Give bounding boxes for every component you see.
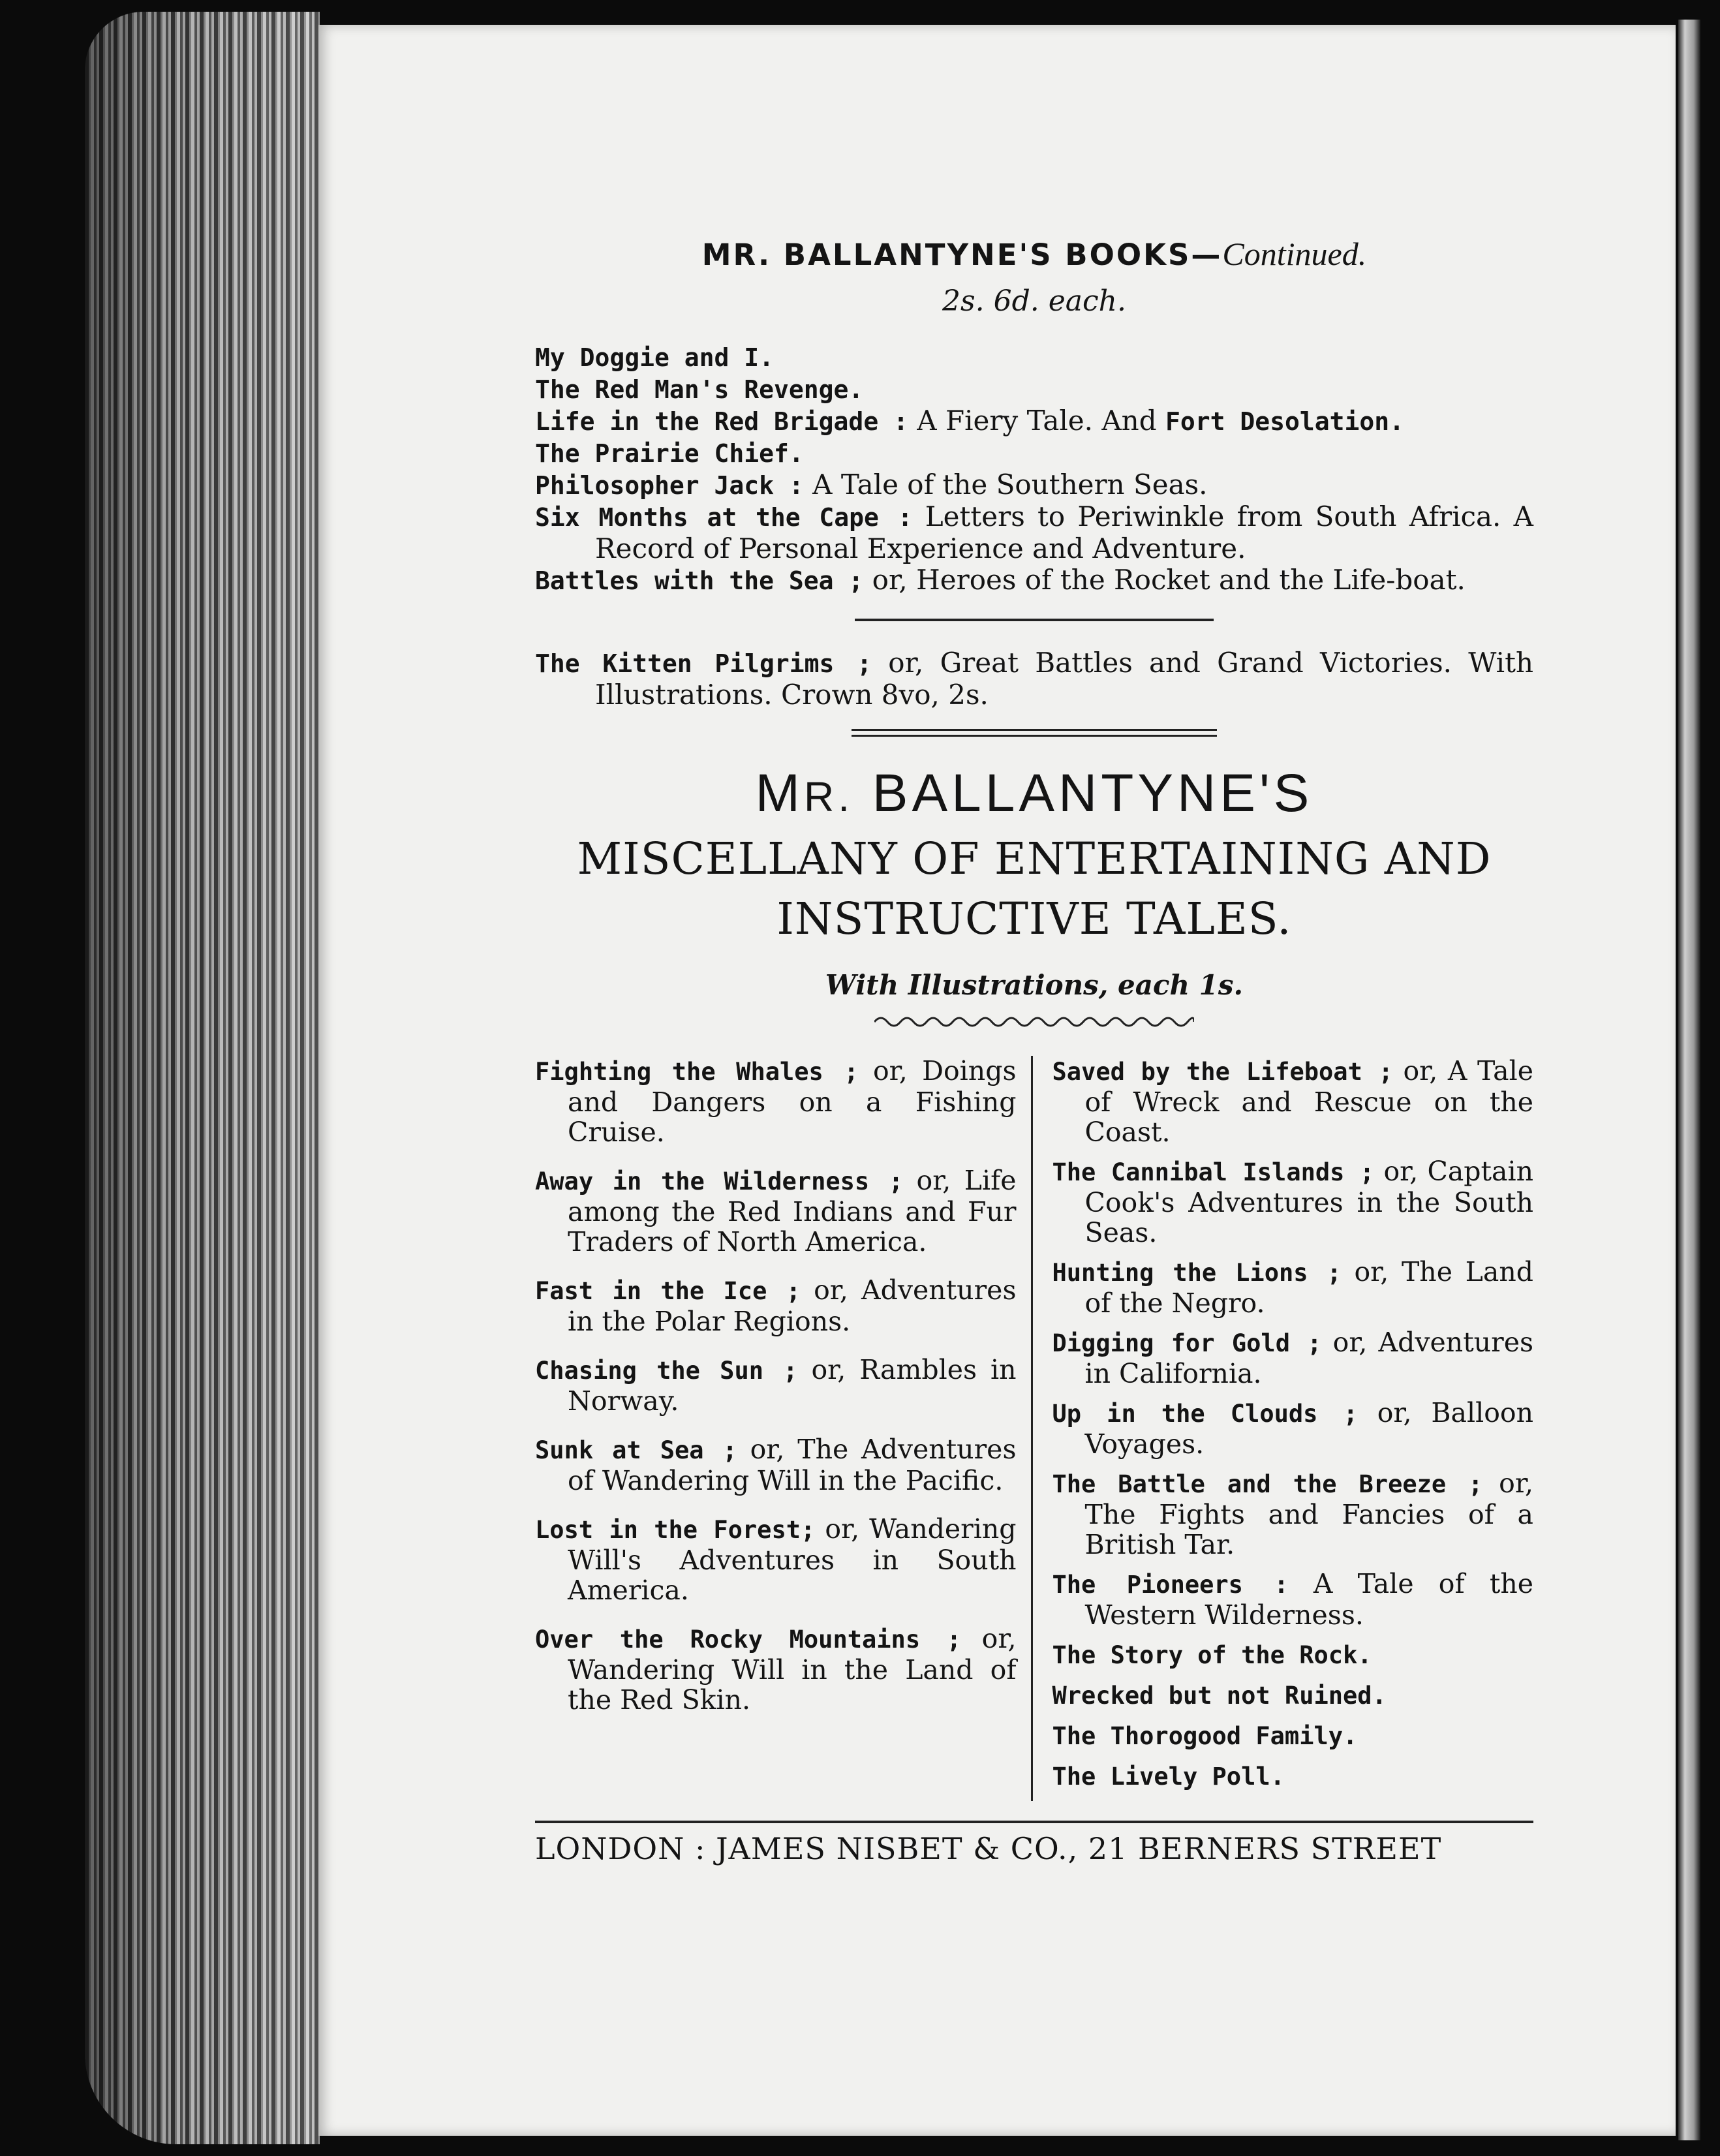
list-item: Lost in the Forest; or, Wandering Will's Adventures in South America. (535, 1513, 1017, 1606)
list-item: The Story of the Rock. (1052, 1641, 1372, 1669)
miscellany-author: MR. BALLANTYNE'S (755, 763, 1313, 823)
left-column (535, 1056, 1033, 1801)
list-item: Saved by the Lifeboat ; or, A Tale of Wreck and Rescue on the Coast. (1052, 1055, 1533, 1148)
list-item: Philosopher Jack : A Tale of the Southern Seas. (535, 469, 1208, 501)
page-header (535, 235, 1533, 273)
header-title: MR. BALLANTYNE'S BOOKS— (701, 238, 1223, 272)
double-divider-rule (852, 729, 1217, 737)
divider-rule (855, 619, 1214, 621)
list-item: Up in the Clouds ; or, Balloon Voyages. (1052, 1397, 1534, 1460)
tales-columns (535, 1056, 1533, 1801)
list-item: Chasing the Sun ; or, Rambles in Norway. (535, 1354, 1017, 1417)
list-item: Sunk at Sea ; or, The Adventures of Wandering Will in the Pacific. (535, 1434, 1017, 1496)
page-content (535, 235, 1533, 1866)
top-book-list (535, 341, 1533, 596)
list-item: Six Months at the Cape : Letters to Periwinkle from South Africa. A Record of Personal Experience and Adventure. (535, 501, 1533, 564)
publisher-footer: LONDON : JAMES NISBET & CO., 21 BERNERS STREET (535, 1821, 1533, 1866)
facing-page-edge (1678, 20, 1700, 2140)
list-item: Fast in the Ice ; or, Adventures in the Polar Regions. (535, 1274, 1017, 1337)
list-item: Wrecked but not Ruined. (1052, 1682, 1387, 1710)
list-item: The Lively Poll. (1052, 1763, 1285, 1791)
list-item: Life in the Red Brigade : A Fiery Tale. And Fort Desolation. (535, 405, 1405, 437)
list-item: The Prairie Chief. (535, 439, 804, 468)
list-item: The Red Man's Revenge. (535, 375, 864, 404)
list-item: Over the Rocky Mountains ; or, Wandering Will in the Land of the Red Skin. (535, 1623, 1017, 1716)
kitten-pilgrims-entry: The Kitten Pilgrims ; or, Great Battles and Grand Victories. With Illustrations. Crown 8vo, 2s. (535, 647, 1533, 711)
miscellany-title-line1: MISCELLANY OF ENTERTAINING AND (577, 833, 1492, 884)
list-item: The Cannibal Islands ; or, Captain Cook's Adventures in the South Seas. (1052, 1156, 1533, 1248)
list-item: Digging for Gold ; or, Adventures in California. (1052, 1327, 1533, 1389)
book-page-edges (85, 12, 320, 2144)
list-item: Away in the Wilderness ; or, Life among the Red Indians and Fur Traders of North America. (535, 1165, 1017, 1257)
list-item: Fighting the Whales ; or, Doings and Dangers on a Fishing Cruise. (535, 1055, 1017, 1148)
right-column (1033, 1056, 1534, 1801)
list-item: My Doggie and I. (535, 343, 775, 372)
list-item: The Battle and the Breeze ; or, The Fights and Fancies of a British Tar. (1052, 1468, 1533, 1560)
price-line: 2s. 6d. each. (942, 285, 1126, 318)
miscellany-title-line2: INSTRUCTIVE TALES. (776, 893, 1292, 944)
miscellany-subtitle: With Illustrations, each 1s. (825, 969, 1244, 1001)
wavy-ornament (874, 1014, 1194, 1030)
header-continued: Continued. (1222, 236, 1367, 272)
list-item: Hunting the Lions ; or, The Land of the Negro. (1052, 1256, 1533, 1319)
list-item: Battles with the Sea ; or, Heroes of the Rocket and the Life-boat. (535, 564, 1466, 596)
list-item: The Thorogood Family. (1052, 1722, 1358, 1750)
list-item: The Pioneers : A Tale of the Western Wilderness. (1052, 1568, 1533, 1631)
